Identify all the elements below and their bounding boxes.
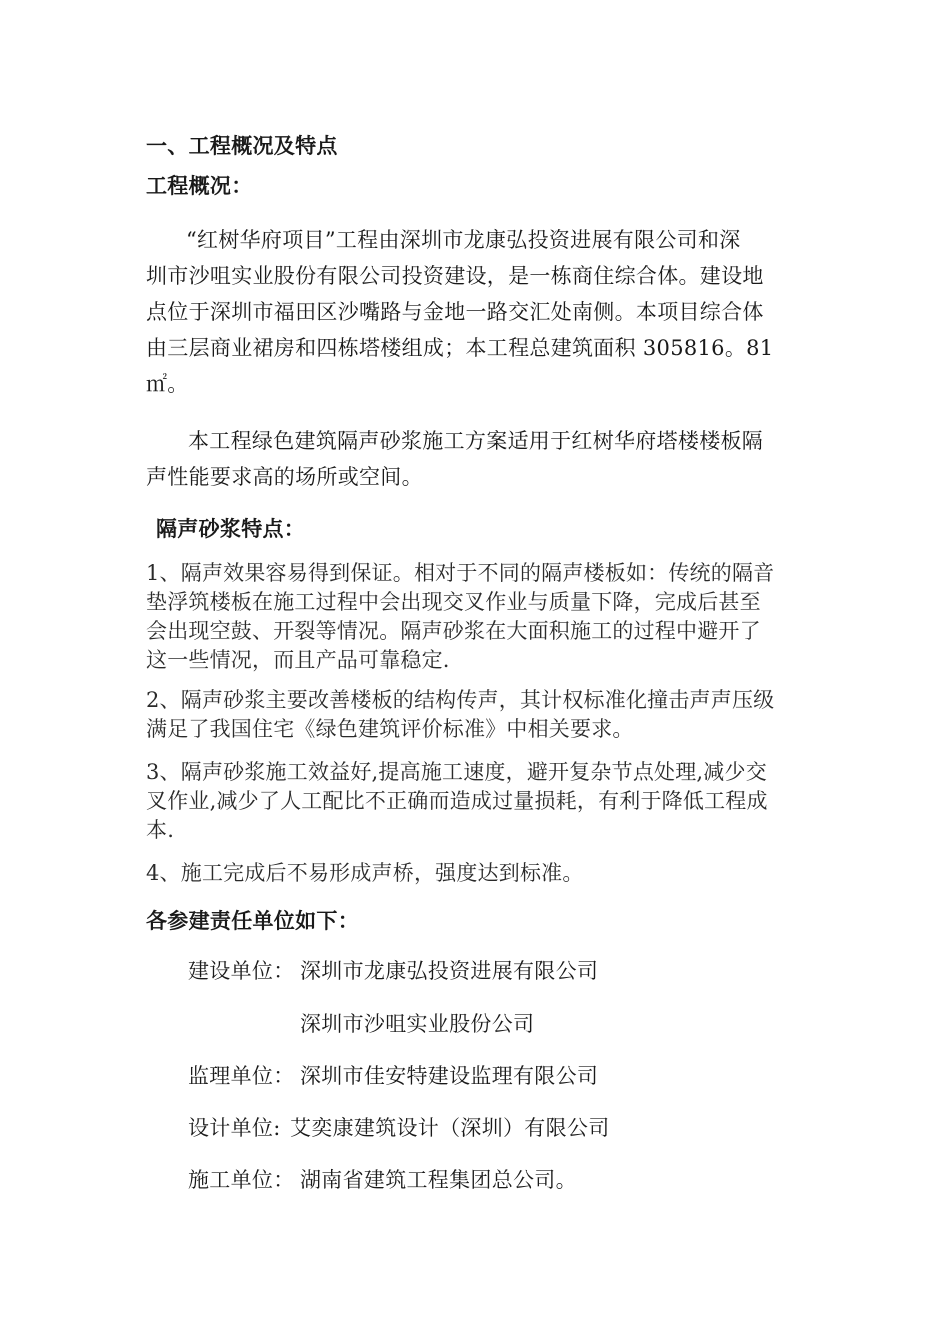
overview-line: 点位于深圳市福田区沙嘴路与金地一路交汇处南侧。本项目综合体 (146, 300, 764, 324)
scope-line: 本工程绿色建筑隔声砂浆施工方案适用于红树华府塔楼楼板隔 (188, 429, 764, 453)
contractor-name: 湖南省建筑工程集团总公司。 (300, 1168, 577, 1192)
builder-name-2: 深圳市沙咀实业股份公司 (300, 1012, 535, 1036)
feature-line: 本. (146, 818, 175, 842)
feature-line: 4、施工完成后不易形成声桥，强度达到标准。 (146, 861, 584, 885)
feature-item-2 (146, 686, 810, 744)
designer-label: 设计单位: (188, 1116, 281, 1140)
contractor-label: 施工单位： (188, 1168, 295, 1192)
feature-line: 叉作业,减少了人工配比不正确而造成过量损耗，有利于降低工程成 (146, 789, 768, 813)
feature-line: 满足了我国住宅《绿色建筑评价标准》中相关要求。 (146, 717, 634, 741)
overview-line: “红树华府项目”工程由深圳市龙康弘投资进展有限公司和深 (186, 228, 741, 252)
overview-title: 工程概况： (146, 174, 253, 198)
feature-line: 会出现空鼓、开裂等情况。隔声砂浆在大面积施工的过程中避开了 (146, 619, 761, 643)
builder-name-1: 深圳市龙康弘投资进展有限公司 (300, 959, 599, 983)
designer-name: 艾奕康建筑设计（深圳）有限公司 (290, 1116, 610, 1140)
builder-label: 建设单位： (188, 959, 295, 983)
supervisor-label: 监理单位： (188, 1064, 295, 1088)
overview-line: 由三层商业裙房和四栋塔楼组成；本工程总建筑面积 305816。81 (146, 336, 774, 360)
supervisor-name: 深圳市佳安特建设监理有限公司 (300, 1064, 599, 1088)
feature-item-4 (146, 859, 810, 888)
feature-line: 3、隔声砂浆施工效益好,提高施工速度，避开复杂节点处理,减少交 (146, 760, 767, 784)
feature-item-3 (146, 758, 810, 845)
overview-line: ㎡。 (146, 372, 189, 396)
overview-line: 圳市沙咀实业股份有限公司投资建设，是一栋商住综合体。建设地 (146, 264, 764, 288)
feature-line: 垫浮筑楼板在施工过程中会出现交叉作业与质量下降，完成后甚至 (146, 590, 761, 614)
features-title: 隔声砂浆特点： (156, 517, 306, 541)
overview-paragraph (146, 222, 810, 402)
scope-line: 声性能要求高的场所或空间。 (146, 465, 423, 489)
feature-item-1 (146, 559, 810, 675)
feature-line: 1、隔声效果容易得到保证。相对于不同的隔声楼板如：传统的隔音 (146, 561, 775, 585)
feature-line: 这一些情况，而且产品可靠稳定. (146, 648, 450, 672)
scope-paragraph (146, 423, 810, 495)
section-heading: 一、工程概况及特点 (146, 134, 338, 158)
feature-line: 2、隔声砂浆主要改善楼板的结构传声，其计权标准化撞击声声压级 (146, 688, 775, 712)
parties-title: 各参建责任单位如下： (146, 909, 359, 933)
